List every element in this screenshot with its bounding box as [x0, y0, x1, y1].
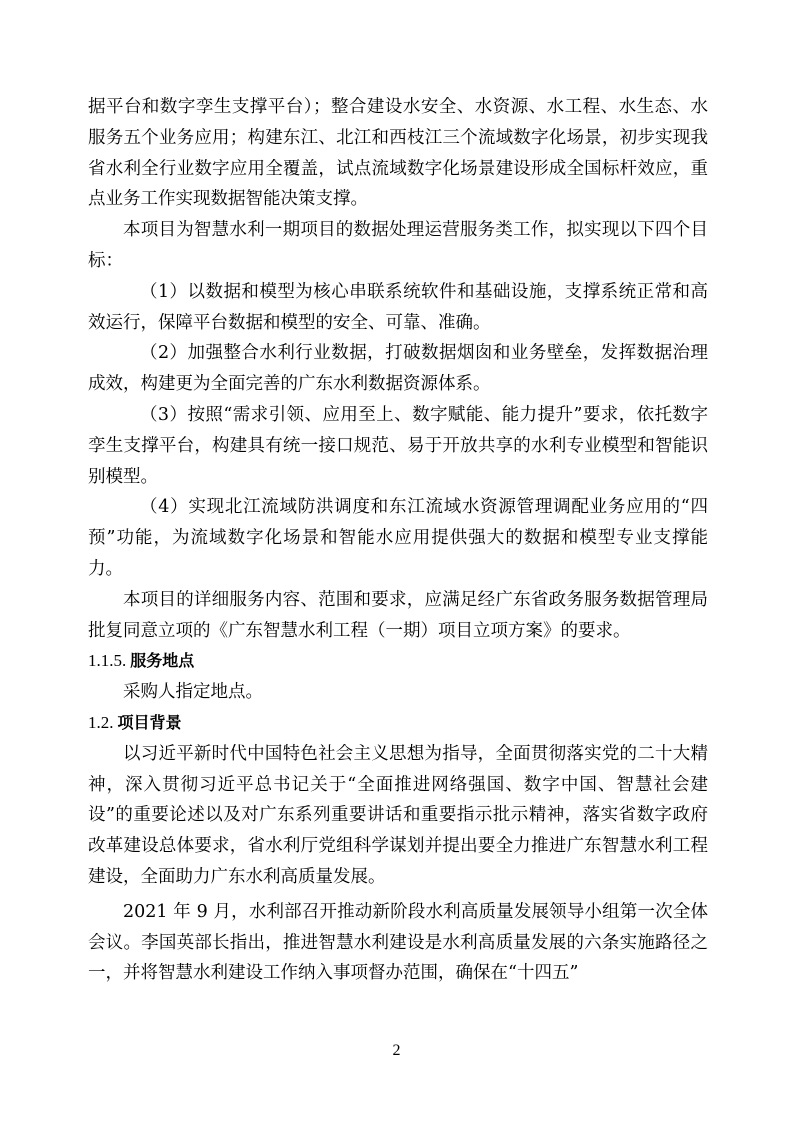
page-number: 2 — [392, 1042, 401, 1059]
heading-number: 1.2. — [88, 712, 114, 732]
paragraph-goals-intro: 本项目为智慧水利一期项目的数据处理运营服务类工作，拟实现以下四个目标： — [88, 220, 708, 271]
heading-title: 服务地点 — [130, 651, 195, 671]
paragraph-background-2: 2021 年 9 月，水利部召开推动新阶段水利高质量发展领导小组第一次全体会议。李国英部长指出，推进智慧水利建设是水利高质量发展的六条实施路径之一，并将智慧水利建设工作纳入事项督办范围，确保在“十四五” — [88, 901, 708, 984]
heading-project-background — [88, 708, 708, 739]
heading-number: 1.1.5. — [88, 651, 127, 671]
body-text — [88, 92, 708, 989]
paragraph-goal-4: （4）实现北江流域防洪调度和东江流域水资源管理调配业务应用的“四预”功能，为流域数字化场景和智能水应用提供强大的数据和模型专业支撑能力。 — [88, 497, 708, 579]
paragraph-goal-2: （2）加强整合水利行业数据，打破数据烟囱和业务壁垒，发挥数据治理成效，构建更为全面完善的广东水利数据资源体系。 — [88, 343, 708, 395]
paragraph-requirements: 本项目的详细服务内容、范围和要求，应满足经广东省政务服务数据管理局批复同意立项的《广东智慧水利工程（一期）项目立项方案》的要求。 — [88, 589, 708, 641]
paragraph-background-1: 以习近平新时代中国特色社会主义思想为指导，全面贯彻落实党的二十大精神，深入贯彻习近平总书记关于“全面推进网络强国、数字中国、智慧社会建设”的重要论述以及对广东系列重要讲话和重要指示批示精神，落实省数字政府改革建设总体要求，省水利厅党组科学谋划并提出要全力推进广东智慧水利工程建设，全面助力广东水利高质量发展。 — [88, 743, 708, 887]
heading-service-location — [88, 646, 708, 677]
paragraph-continuation: 据平台和数字孪生支撑平台）；整合建设水安全、水资源、水工程、水生态、水服务五个业务应用；构建东江、北江和西枝江三个流域数字化场景，初步实现我省水利全行业数字应用全覆盖，试点流域数字化场景建设形成全国标杆效应，重点业务工作实现数据智能决策支撑。 — [88, 97, 708, 210]
paragraph-goal-1: （1）以数据和模型为核心串联系统软件和基础设施，支撑系统正常和高效运行，保障平台数据和模型的安全、可靠、准确。 — [88, 281, 708, 333]
heading-title: 项目背景 — [117, 712, 182, 732]
paragraph-goal-3: （3）按照“需求引领、应用至上、数字赋能、能力提升”要求，依托数字孪生支撑平台，构建具有统一接口规范、易于开放共享的水利专业模型和智能识别模型。 — [88, 404, 708, 487]
paragraph-service-location: 采购人指定地点。 — [123, 682, 263, 703]
